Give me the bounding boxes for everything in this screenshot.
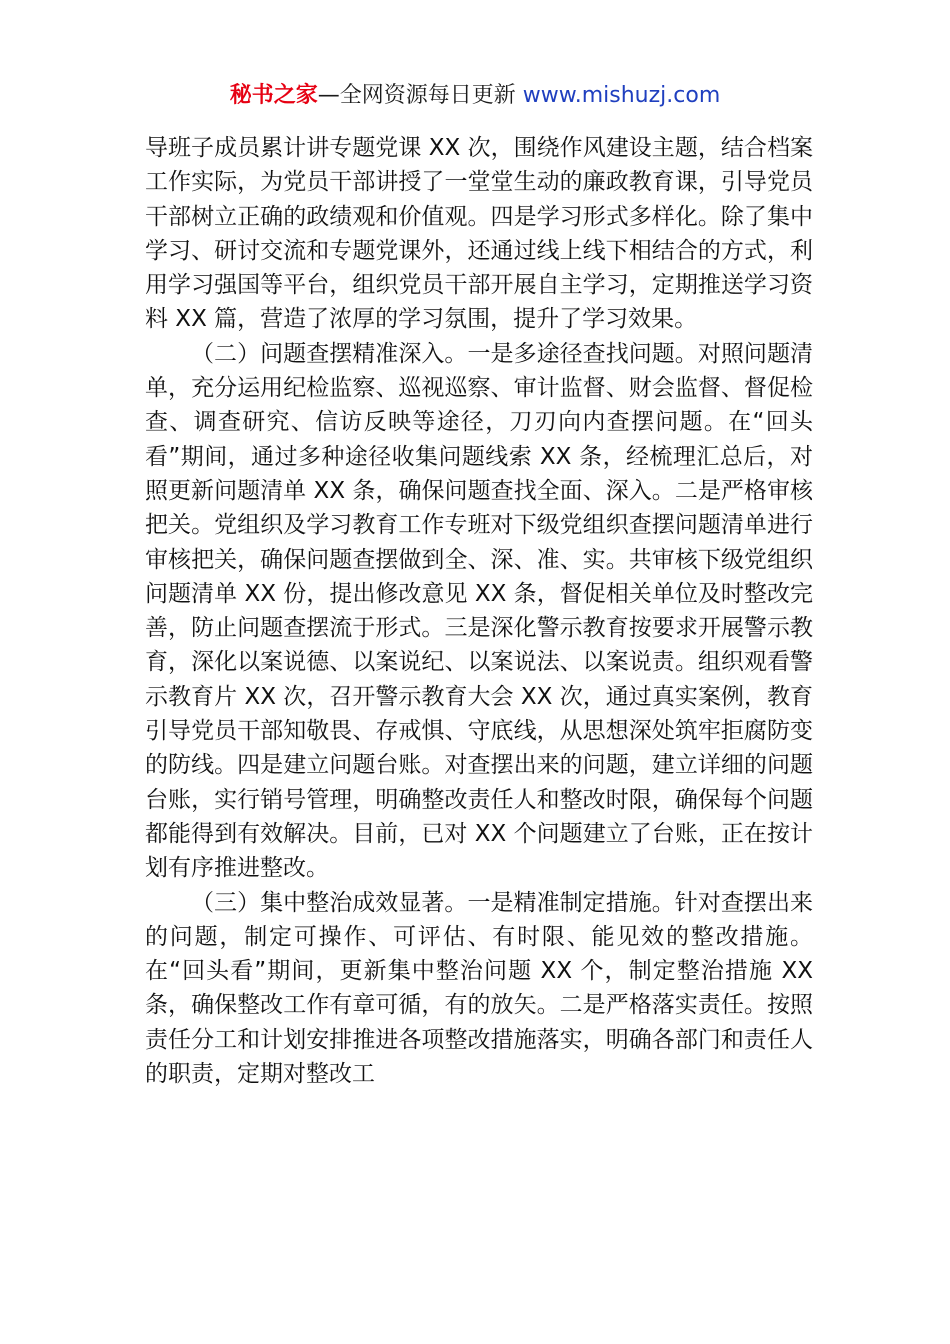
site-tagline: —全网资源每日更新 [317,83,523,108]
paragraph-continued: 导班子成员累计讲专题党课 XX 次，围绕作风建设主题，结合档案工作实际，为党员干部讲授了一堂堂生动的廉政教育课，引导党员干部树立正确的政绩观和价值观。四是学习形式多样化。除了集中学习、研讨交流和专题党课外，还通过线上线下相结合的方式，利用学习强国等平台，组织党员干部开展自主学习，定期推送学习资料 XX 篇，营造了浓厚的学习氛围，提升了学习效果。 [145,135,813,333]
paragraph-section-3: （三）集中整治成效显著。一是精准制定措施。针对查摆出来的问题，制定可操作、可评估、有时限、能见效的整改措施。在“回头看”期间，更新集中整治问题 XX 个，制定整治措施 XX 条，确保整改工作有章可循，有的放矢。二是严格落实责任。按照责任分工和计划安排推进各项整改措施落实，明确各部门和责任人的职责，定期对整改工 [145,889,813,1088]
site-brand: 秘书之家 [229,83,318,108]
site-url[interactable]: www.mishuzj.com [522,83,721,108]
paragraph-section-2: （二）问题查摆精准深入。一是多途径查找问题。对照问题清单，充分运用纪检监察、巡视巡察、审计监督、财会监督、督促检查、调查研究、信访反映等途径，刀刃向内查摆问题。在“回头看”期间，通过多种途径收集问题线索 XX 条，经梳理汇总后，对照更新问题清单 XX 条，确保问题查找全面、深入。二是严格审核把关。党组织及学习教育工作专班对下级党组织查摆问题清单进行审核把关，确保问题查摆做到全、深、准、实。共审核下级党组织问题清单 XX 份，提出修改意见 XX 条，督促相关单位及时整改完善，防止问题查摆流于形式。三是深化警示教育按要求开展警示教育，深化以案说德、以案说纪、以案说法、以案说责。组织观看警示教育片 XX 次，召开警示教育大会 XX 次，通过真实案例，教育引导党员干部知敬畏、存戒惧、守底线，从思想深处筑牢拒腐防变的防线。四是建立问题台账。对查摆出来的问题，建立详细的问题台账，实行销号管理，明确整改责任人和整改时限，确保每个问题都能得到有效解决。目前，已对 XX 个问题建立了台账，正在按计划有序推进整改。 [145,340,813,882]
site-header [0,80,950,112]
document-body [145,131,813,1091]
